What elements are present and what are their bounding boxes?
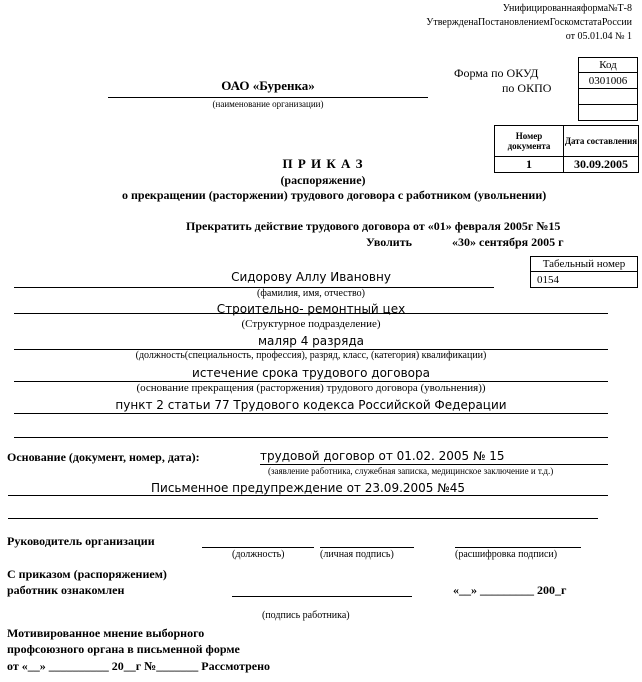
basis-underline xyxy=(260,464,608,465)
dismiss-label: Уволить xyxy=(366,235,412,249)
doc-date-value: 30.09.2005 xyxy=(564,157,639,173)
reason-caption: (основание прекращения (расторжения) трудового договора (увольнения)) xyxy=(136,382,486,394)
org-underline xyxy=(108,97,428,98)
okpo-value xyxy=(579,89,638,105)
position-caption: (должность(специальность, профессия), разряд, класс, (категория) квалификации) xyxy=(135,350,487,361)
union-line2: профсоюзного органа в письменной форме xyxy=(7,642,240,656)
codes-header: Код xyxy=(579,58,638,73)
codes-table xyxy=(578,57,638,121)
law-article: пункт 2 статьи 77 Трудового кодекса Российской Федерации xyxy=(115,398,507,412)
form-header-line1: Унифицированнаяформа№Т-8 xyxy=(502,3,632,14)
org-name: ОАО «Буренка» xyxy=(221,78,315,93)
ack-line2: работник ознакомлен xyxy=(7,583,125,597)
worker-sign-caption: (подпись работника) xyxy=(262,610,350,621)
okud-label: Форма по ОКУД xyxy=(454,66,539,80)
department-caption: (Структурное подразделение) xyxy=(241,318,381,330)
head-sign-caption: (личная подпись) xyxy=(320,549,394,560)
doc-date-header: Дата составления xyxy=(564,126,639,157)
article-extra-underline xyxy=(14,437,608,438)
okpo-label: по ОКПО xyxy=(502,81,552,95)
fio-caption: (фамилия, имя, отчество) xyxy=(257,288,365,299)
doc-number-value: 1 xyxy=(495,157,564,173)
head-decode-caption: (расшифровка подписи) xyxy=(455,549,558,560)
order-subtitle: (распоряжение) xyxy=(280,173,366,187)
basis-label: Основание (документ, номер, дата): xyxy=(7,450,200,464)
worker-sign-line xyxy=(232,596,412,597)
head-decode-line xyxy=(455,547,581,548)
doc-number-table xyxy=(494,125,639,173)
warning-underline xyxy=(8,495,608,496)
warning-extra-underline xyxy=(8,518,598,519)
codes-empty xyxy=(579,105,638,121)
employee-position: маляр 4 разряда xyxy=(257,334,364,348)
basis-value: трудовой договор от 01.02. 2005 № 15 xyxy=(260,449,505,463)
union-line1: Мотивированное мнение выборного xyxy=(7,626,205,640)
basis-caption: (заявление работника, служебная записка, медицинское заключение и т.д.) xyxy=(268,466,554,476)
form-header-line3: от 05.01.04 № 1 xyxy=(565,31,632,42)
org-caption: (наименование организации) xyxy=(212,99,324,109)
form-header-line2: УтвержденаПостановлениемГоскомстатаРоссии xyxy=(426,17,632,28)
employee-fio: Сидорову Аллу Ивановну xyxy=(231,270,391,284)
dismiss-date: «30» сентября 2005 г xyxy=(452,235,564,249)
employee-department: Строительно- ремонтный цех xyxy=(216,302,406,316)
basis-warning: Письменное предупреждение от 23.09.2005 №45 xyxy=(151,481,465,495)
termination-reason: истечение срока трудового договора xyxy=(192,366,430,380)
tabel-number-value: 0154 xyxy=(531,272,638,288)
head-position-caption: (должность) xyxy=(232,549,285,560)
doc-number-header: Номер документа xyxy=(495,126,564,157)
article-underline xyxy=(14,413,608,414)
order-title: П Р И К А З xyxy=(282,156,364,171)
head-sign-line xyxy=(320,547,414,548)
ack-date: «__» _________ 200_г xyxy=(453,583,567,597)
okud-value: 0301006 xyxy=(579,73,638,89)
union-line3: от «__» __________ 20__г №_______ Рассмотрено xyxy=(7,659,271,673)
order-description: о прекращении (расторжении) трудового договора с работником (увольнении) xyxy=(122,188,547,202)
terminate-line: Прекратить действие трудового договора от «01» февраля 2005г №15 xyxy=(186,219,561,233)
head-label: Руководитель организации xyxy=(7,534,155,548)
tabel-number-header: Табельный номер xyxy=(531,257,638,272)
head-position-line xyxy=(202,547,314,548)
ack-line1: С приказом (распоряжением) xyxy=(7,567,167,581)
